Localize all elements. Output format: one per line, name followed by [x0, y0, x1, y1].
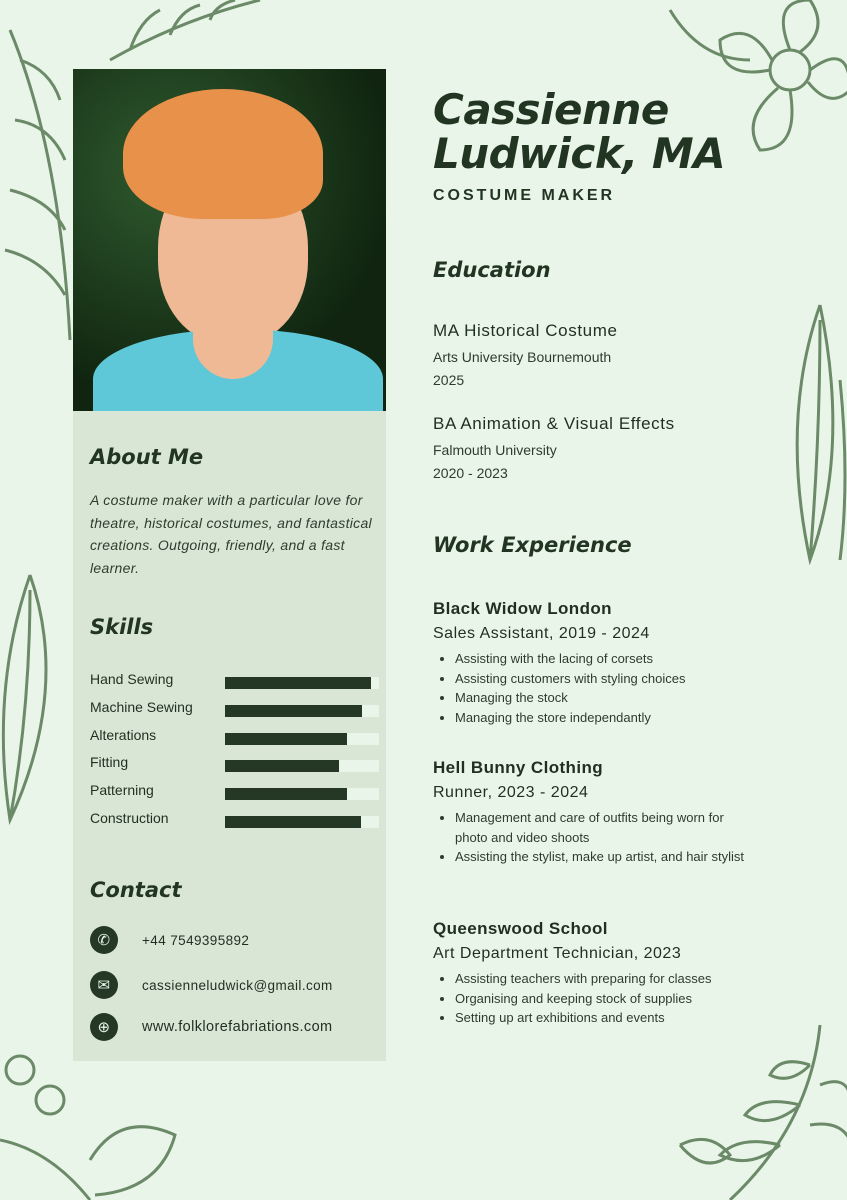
skill-bar [225, 816, 379, 828]
years: 2025 [433, 372, 465, 388]
duty-item: • Assisting the stylist, make up artist, and hair stylist [455, 847, 753, 867]
about-title: About Me [90, 445, 204, 469]
position: Art Department Technician, 2023 [433, 945, 682, 962]
company: Queenswood School [433, 919, 608, 938]
duties-list [433, 649, 753, 727]
skill-bar [225, 760, 379, 772]
position: Runner, 2023 - 2024 [433, 784, 589, 801]
skill-row [90, 810, 380, 830]
skill-bar-fill [225, 760, 339, 772]
skill-bar [225, 788, 379, 800]
contact-website [90, 1013, 333, 1041]
name-line1: Cassienne [433, 85, 669, 134]
work-item [433, 599, 753, 727]
skill-label: Machine Sewing [90, 698, 193, 715]
leaf-decoration-bottom-right [670, 1025, 847, 1200]
education-item [433, 321, 618, 392]
phone-icon: ✆ [90, 926, 118, 954]
duty-item: • Assisting teachers with preparing for classes [455, 969, 753, 989]
education-item [433, 414, 675, 485]
skills-title: Skills [90, 615, 154, 639]
skill-row [90, 699, 380, 719]
contact-email [90, 971, 333, 999]
contact-title: Contact [90, 878, 182, 902]
skill-label: Hand Sewing [90, 671, 174, 687]
skill-row [90, 671, 380, 691]
website-link[interactable]: www.folklorefabriations.com [142, 1019, 333, 1035]
skill-bar-fill [225, 705, 362, 717]
phone-text: +44 7549395892 [142, 932, 250, 948]
degree: MA Historical Costume [433, 321, 618, 340]
skill-bar-fill [225, 677, 371, 689]
duties-list [433, 808, 753, 867]
skill-label: Fitting [90, 754, 129, 771]
duty-item: • Organising and keeping stock of supplies [455, 989, 753, 1009]
duty-item: • Assisting with the lacing of corsets [455, 649, 753, 669]
work-title: Work Experience [433, 533, 632, 557]
leaf-decoration-left [0, 570, 70, 830]
skill-row [90, 754, 380, 774]
skill-bar [225, 733, 379, 745]
profile-photo [73, 69, 386, 412]
name-line2: Ludwick, MA [433, 129, 726, 178]
years: 2020 - 2023 [433, 465, 508, 481]
work-item [433, 758, 753, 867]
skill-bar [225, 677, 379, 689]
school: Falmouth University [433, 442, 557, 458]
envelope-icon: ✉ [90, 971, 118, 999]
skill-row [90, 782, 380, 802]
duties-list [433, 969, 753, 1028]
skill-bar-fill [225, 733, 347, 745]
company: Black Widow London [433, 599, 612, 618]
company: Hell Bunny Clothing [433, 758, 604, 777]
education-title: Education [433, 258, 551, 282]
about-text: A costume maker with a particular love for theatre, historical costumes, and fantastical creations. Outgoing, friendly, and a fast learner. [90, 492, 372, 576]
name-heading [433, 85, 726, 178]
work-item [433, 919, 753, 1028]
duty-item: • Assisting customers with styling choices [455, 669, 753, 689]
position: Sales Assistant, 2019 - 2024 [433, 625, 650, 642]
skill-label: Alterations [90, 726, 157, 743]
globe-icon: ⊕ [90, 1013, 118, 1041]
duty-item: • Setting up art exhibitions and events [455, 1008, 753, 1028]
duty-item: • Managing the stock [455, 688, 753, 708]
skill-label: Patterning [90, 782, 154, 799]
skill-bar-fill [225, 788, 347, 800]
skill-row [90, 727, 380, 747]
degree: BA Animation & Visual Effects [433, 414, 675, 433]
role-title: COSTUME MAKER [433, 187, 616, 204]
duty-item: • Management and care of outfits being worn for photo and video shoots [455, 808, 753, 847]
school: Arts University Bournemouth [433, 349, 612, 365]
email-link[interactable]: cassienneludwick@gmail.com [142, 977, 333, 993]
duty-item: • Managing the store independantly [455, 708, 753, 728]
skill-bar [225, 705, 379, 717]
contact-phone [90, 926, 249, 954]
skill-label: Construction [90, 810, 169, 826]
skill-bar-fill [225, 816, 361, 828]
leaf-decoration-right [780, 300, 847, 570]
